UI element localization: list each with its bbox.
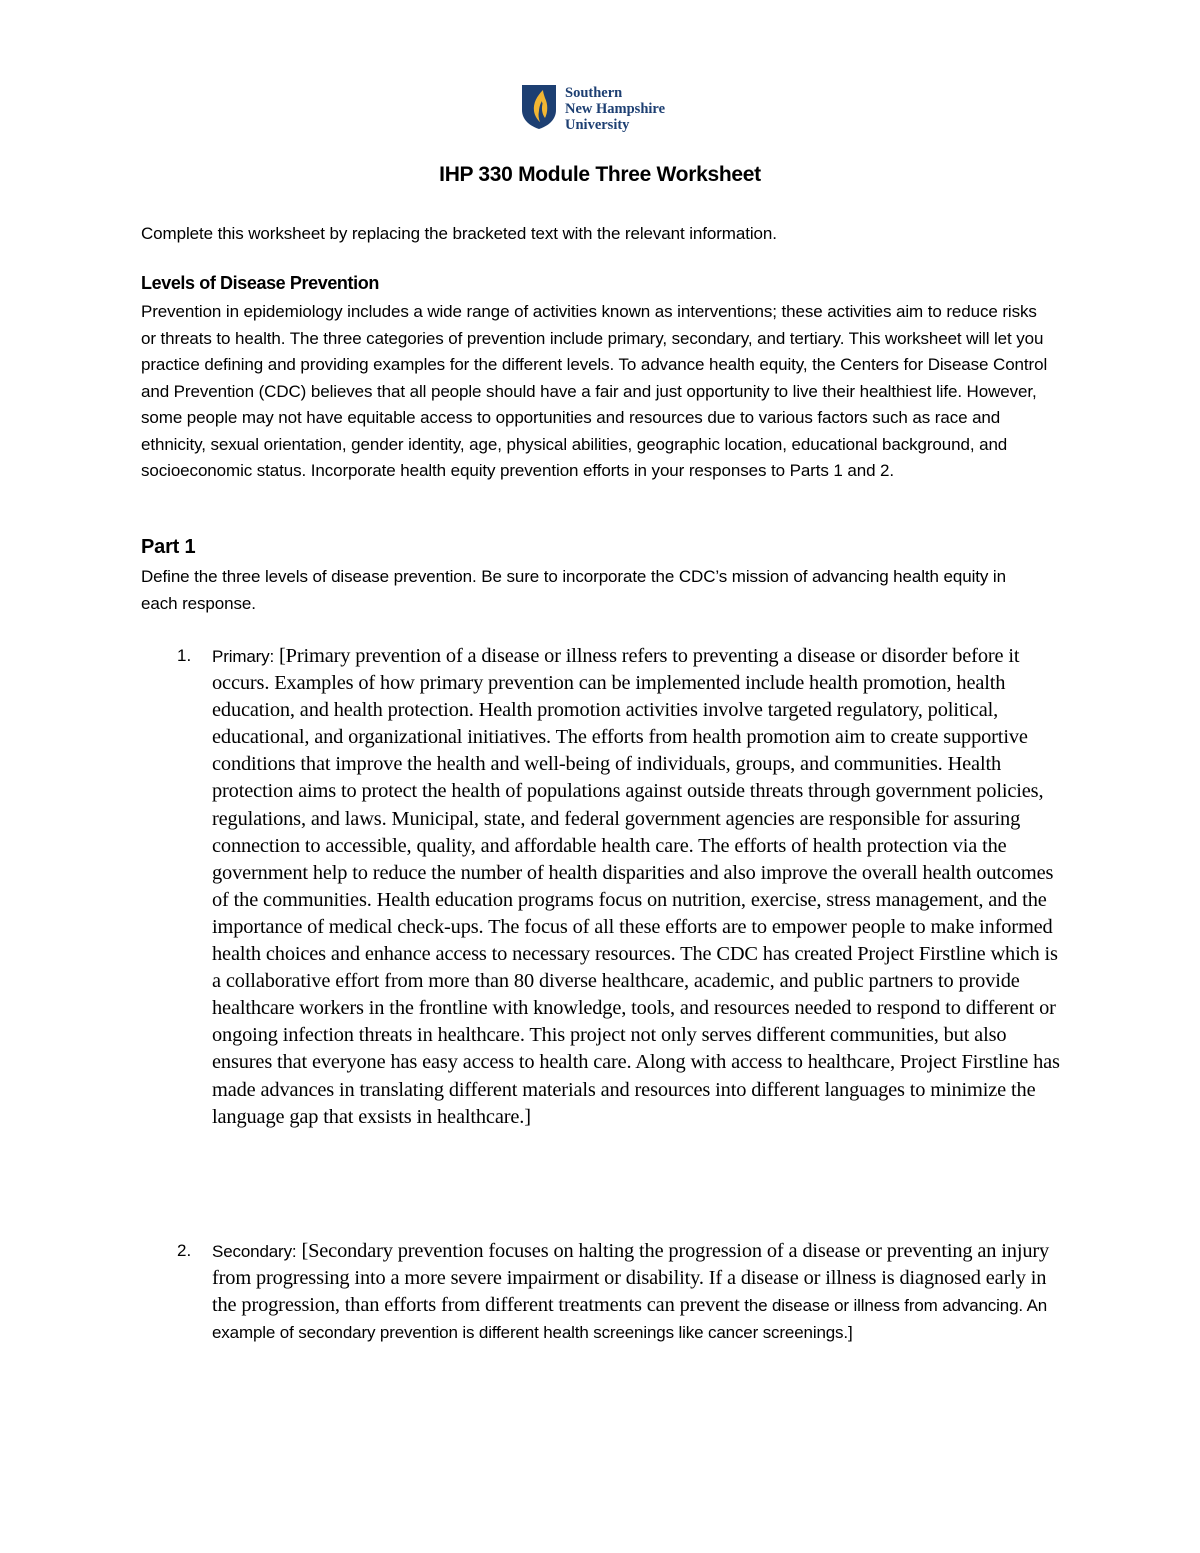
- secondary-answer-text: [Secondary prevention focuses on halting the progression of a disease or preventing an injury from progressing into a more severe impairment or disability. If a disease or illness is diagnosed early in the progression, than efforts from different treatments can prevent: [212, 1240, 1050, 1317]
- list-item-secondary: [141, 1238, 1066, 1378]
- logo-line-1: Southern: [565, 85, 623, 101]
- primary-response: [212, 643, 1064, 1131]
- list-item-primary: [141, 643, 1066, 1213]
- part-1-description: Define the three levels of disease prevention. Be sure to incorporate the CDC’s mission of advancing health equity in each response.: [141, 567, 1006, 613]
- logo-line-2: New Hampshire: [565, 101, 666, 117]
- levels-paragraph: Prevention in epidemiology includes a wide range of activities known as interventions; these activities aim to reduce risks or threats to health. The three categories of prevention include primary, secondary, and tertiary. This worksheet will let you practice defining and providing examples for the different levels. To advance health equity, the Centers for Disease Control and Prevention (CDC) believes that all people should have a fair and just opportunity to live their healthiest life. However, some people may not have equitable access to opportunities and resources due to various factors such as race and ethnicity, sexual orientation, gender identity, age, physical abilities, geographic location, educational background, and socioeconomic status. Incorporate health equity prevention efforts in your responses to Parts 1 and 2.: [141, 302, 1048, 480]
- levels-heading: Levels of Disease Prevention: [141, 273, 379, 293]
- primary-answer-text: [Primary prevention of a disease or illness refers to preventing a disease or disorder before it occurs. Examples of how primary prevention can be implemented include health promotion, health education, and health protection. Health promotion activities involve targeted regulatory, political, educational, and organizational initiatives. The efforts from health promotion aim to create supportive conditions that improve the health and well-being of individuals, groups, and communities. Health protection aims to protect the health of populations against outside threats through government policies, regulations, and laws. Municipal, state, and federal government agencies are responsible for assuring connection to accessible, quality, and affordable health care. The efforts of health protection via the government help to reduce the number of health disparities and also improve the overall health outcomes of the communities. Health education programs focus on nutrition, exercise, stress management, and the importance of medical check-ups. The focus of all these efforts are to empower people to make informed health choices and enhance access to necessary resources. The CDC has created Project Firstline which is a collaborative effort from more than 80 diverse healthcare, academic, and public partners to provide healthcare workers in the frontline with knowledge, tools, and resources needed to respond to different or ongoing infection threats in healthcare. This project not only serves different communities, but also ensures that everyone has easy access to health care. Along with access to healthcare, Project Firstline has made advances in translating different materials and resources into different languages to minimize the language gap that exsists in healthcare.]: [212, 645, 1060, 1128]
- list-number: 2.: [177, 1241, 192, 1260]
- part-1-heading: Part 1: [141, 536, 196, 558]
- logo-line-3: University: [565, 117, 630, 133]
- secondary-response: [212, 1238, 1064, 1346]
- university-logo: [521, 84, 665, 133]
- secondary-label: Secondary:: [212, 1242, 297, 1261]
- secondary-answer-tail: the disease or illness from advancing. An example of secondary prevention is different health screenings like cancer screenings.]: [212, 1296, 1048, 1343]
- document-title: IHP 330 Module Three Worksheet: [439, 163, 761, 186]
- university-name: [565, 85, 665, 133]
- instructions-text: Complete this worksheet by replacing the bracketed text with the relevant information.: [141, 224, 777, 243]
- list-number: 1.: [177, 646, 192, 665]
- primary-label: Primary:: [212, 647, 275, 666]
- shield-flame-icon: [521, 84, 557, 130]
